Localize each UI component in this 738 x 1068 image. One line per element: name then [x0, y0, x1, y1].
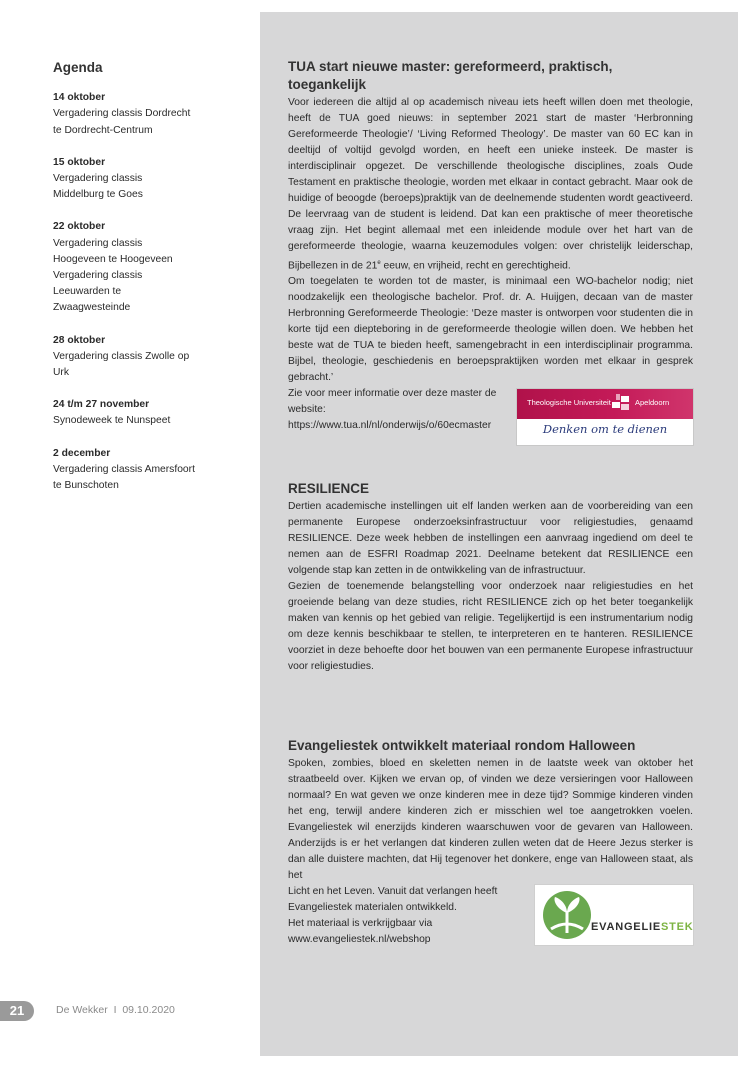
- article-title: Evangeliestek ontwikkelt materiaal rondom Halloween: [288, 738, 636, 753]
- agenda-line: Vergadering classis Amersfoort: [53, 463, 195, 475]
- tua-logo: [516, 388, 694, 446]
- page-number-badge: 21: [0, 1001, 34, 1021]
- agenda-entry: [53, 90, 253, 139]
- article-title: TUA start nieuwe master: gereformeerd, praktisch, toegankelijk: [288, 59, 613, 92]
- agenda-line: Leeuwarden te: [53, 286, 122, 298]
- agenda-line: te Bunschoten: [53, 480, 119, 492]
- tua-emblem-icon: [610, 392, 632, 416]
- agenda-line: Vergadering classis: [53, 237, 143, 249]
- article-paragraph: Om toegelaten te worden tot de master, is minimaal een WO-bachelor nodig; niet noodzakelijk een theologische bachelor. Prof. dr. A. Huijgen, decaan van de master Herbronning Gereformeerde Theologie: ‘Deze master is ontworpen voor studenten die in korte tijd een diepteboring in de gereformeerde theologie willen doen. We hebben het beste wat de TUA te bieden heeft, samengebracht in een interdisciplinair programma. Bijbel, theologie, geschiedenis en beroepspraktijken worden met elkaar in gesprek gebracht.’: [288, 276, 693, 384]
- agenda-line: Zwaagwesteinde: [53, 302, 131, 314]
- agenda-entry: [53, 219, 253, 316]
- article-paragraph: Spoken, zombies, bloed en skeletten nemen in de laatste week van oktober het straatbeeld over. Kijken we ervan op, of vinden we deze versieringen voor Halloween normaal? En wat geven we onze kinderen mee in deze tijd? Sommige kinderen vinden het eng, terwijl andere kinderen zich er misschien wel toe aangetrokken voelen. Evangeliestek wil enerzijds kinderen waarschuwen voor de gevaren van Halloween. Anderzijds is er het verlangen dat kinderen zullen weten dat de Heere Jezus sterker is dan alle duistere machten, dat Hij tegenover het donkere, enge van Halloween staat, als het: [288, 758, 693, 881]
- agenda-line: Middelburg te Goes: [53, 189, 143, 201]
- agenda-date: 22 oktober: [53, 221, 106, 233]
- tua-logo-name: Theologische Universiteit: [527, 398, 611, 407]
- paragraph-text: Het materiaal is verkrijgbaar via: [288, 918, 433, 929]
- agenda-line: Hoogeveen te Hoogeveen: [53, 253, 173, 265]
- article-tua-master: [288, 58, 693, 434]
- article-paragraph: Dertien academische instellingen uit elf landen werken aan de voorbereiding van een permanente Europese onderzoeksinfrastructuur voor religiestudies, genaamd RESILIENCE. Deze week hebben de instellingen een aanvraag ingediend om deel te nemen aan de ESFRI Roadmap 2021. Deelname betekent dat RESILIENCE een volgende stap kan zetten in de ontwikkeling van de infrastructuur.: [288, 501, 693, 576]
- article-paragraph: Gezien de toenemende belangstelling voor onderzoek naar religiestudies en het groeiende belang van deze studies, richt RESILIENCE zich op het beter toegankelijk maken van kennis op het gebied van religie. Tegelijkertijd is een instrumentarium nodig om deze kennis beschikbaar te stellen, te interpreteren en te hanteren. RESILIENCE voorziet in deze behoefte door het bouwen van een permanente Europese infrastructuur voor religiestudies.: [288, 581, 693, 672]
- superscript: e: [377, 260, 381, 266]
- agenda-date: 24 t/m 27 november: [53, 399, 150, 411]
- agenda-entry: [53, 155, 253, 204]
- agenda-line: Vergadering classis Zwolle op: [53, 350, 190, 362]
- agenda-entry: [53, 446, 253, 495]
- wordmark-accent: STEK: [660, 921, 694, 933]
- agenda-date: 2 december: [53, 447, 111, 459]
- agenda-sidebar: [53, 60, 253, 510]
- article-resilience: [288, 480, 693, 675]
- agenda-line: Vergadering classis Dordrecht: [53, 108, 191, 120]
- agenda-title: Agenda: [53, 60, 103, 75]
- agenda-date: 28 oktober: [53, 334, 106, 346]
- agenda-date: 15 oktober: [53, 156, 106, 168]
- article-paragraph: [288, 916, 533, 948]
- agenda-entry: [53, 333, 253, 382]
- agenda-date: 14 oktober: [53, 92, 106, 104]
- article-paragraph-link[interactable]: Zie voor meer informatie over deze master de website: https://www.tua.nl/nl/onderwijs/o/60ecmaster: [288, 388, 497, 432]
- agenda-line: Synodeweek te Nunspeet: [53, 415, 171, 427]
- agenda-line: Vergadering classis: [53, 173, 143, 185]
- agenda-line: te Dordrecht-Centrum: [53, 124, 153, 136]
- wordmark-main: EVANGELIE: [591, 921, 661, 933]
- evangeliestek-logo: [534, 884, 694, 946]
- article-title: RESILIENCE: [288, 481, 370, 496]
- tua-logo-motto: Denken om te dienen: [542, 422, 668, 436]
- tua-logo-city: Apeldoorn: [635, 398, 670, 407]
- sprout-icon: [541, 889, 593, 941]
- agenda-line: Urk: [53, 367, 70, 379]
- agenda-line: Vergadering classis: [53, 270, 143, 282]
- agenda-entry: [53, 397, 253, 429]
- publication-footer: De Wekker I 09.10.2020: [56, 1004, 175, 1016]
- webshop-link[interactable]: www.evangeliestek.nl/webshop: [288, 934, 431, 945]
- evangeliestek-wordmark: [591, 921, 694, 933]
- paragraph-text: Voor iedereen die altijd al op academisch niveau iets heeft willen doen met theologie, heeft de TUA goed nieuws: in september 2021 start de master ‘Herbronning Gereformeerde Theologie’/ ‘Living Reformed Theology’. De master van 60 EC kan in deeltijd of voltijd gevolgd worden, en heeft een unieke insteek. De master is interdisciplinair opgezet. De verschillende theologische disciplines, zoals Oude Testament en praktische theologie, worden met elkaar in contact gebracht. Maar ook de huidige of beoogde (beroeps)praktijk van de deelnemende studenten wordt geactiveerd. De leervraag van de student is leidend. Dat kan een praktische of meer theoretische vraag zijn. Het begint allemaal met een inleidende module over het hart van de gereformeerde theologie, waarna keuzemodules volgen: over christelijk leiderschap, Bijbellezen in de 21: [288, 97, 693, 272]
- paragraph-text: eeuw, en vrijheid, recht en gerechtigheid.: [380, 260, 571, 272]
- article-paragraph: Licht en het Leven. Vanuit dat verlangen heeft Evangeliestek materialen ontwikkeld.: [288, 886, 498, 913]
- tua-logo-banner: [517, 389, 693, 419]
- article-paragraph: [288, 95, 693, 274]
